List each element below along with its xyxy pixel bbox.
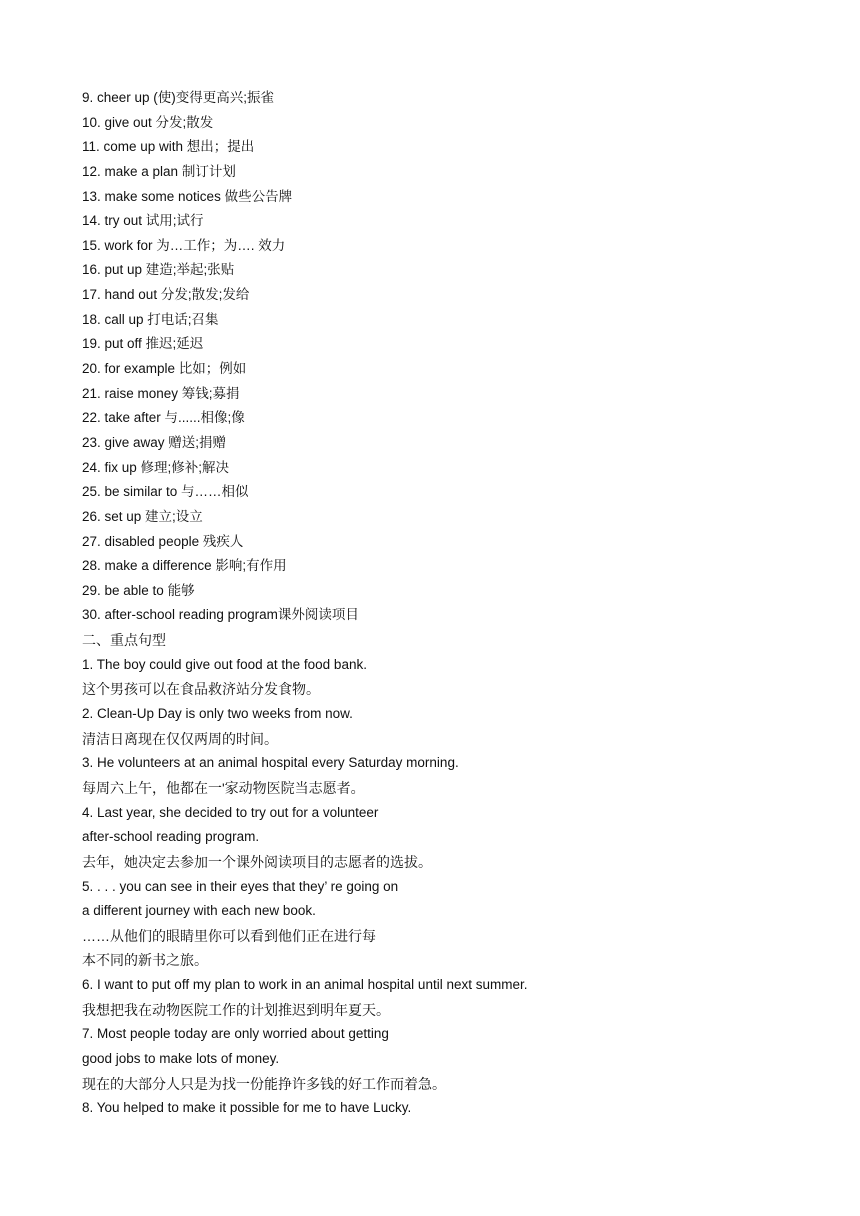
phrase-item: 9. cheer up (使)变得更高兴;振雀 [82,90,275,105]
phrase-item: 23. give away 赠送;捐赠 [82,434,227,450]
sentence-list [82,653,782,1121]
phrase-item: 19. put off 推迟;延迟 [82,336,204,352]
sentence-zh: 去年，她决定去参加一个课外阅读项目的志愿者的选拔。 [82,853,432,870]
sentence-en: 1. The boy could give out food at the food bank. [82,656,367,672]
sentence-en: 5. . . . you can see in their eyes that they’ re going on [82,878,399,894]
sentence-zh: 清洁日离现在仅仅两周的时间。 [82,730,278,747]
sentence-zh: 现在的大部分人只是为找一份能挣许多钱的好工作而着急。 [82,1075,446,1092]
phrase-item: 26. set up 建立;设立 [82,508,203,524]
phrase-item: 10. give out 分发;散发 [82,114,214,130]
phrase-list [82,86,782,628]
sentence-en: 7. Most people today are only worried about getting [82,1026,389,1042]
phrase-item: 11. come up with 想出；提出 [82,139,255,155]
phrase-item: 30. after-school reading program课外阅读项目 [82,607,359,623]
phrase-item: 24. fix up 修理;修补;解决 [82,459,230,475]
document-page [82,86,782,1121]
sentence-en: 4. Last year, she decided to try out for a volunteer [82,804,379,820]
phrase-item: 18. call up 打电话;召集 [82,311,219,327]
sentence-zh: ……从他们的眼睛里你可以看到他们正在进行每 [82,927,376,944]
phrase-item: 22. take after 与......相像;像 [82,410,245,426]
sentence-zh: 我想把我在动物医院工作的计划推迟到明年夏天。 [82,1001,390,1018]
phrase-item: 17. hand out 分发;散发;发给 [82,287,250,303]
sentence-en: good jobs to make lots of money. [82,1050,280,1066]
phrase-item: 29. be able to 能够 [82,582,195,598]
phrase-item: 13. make some notices 做些公告牌 [82,188,293,204]
phrase-item: 12. make a plan 制订计划 [82,163,236,179]
section-heading: 二、重点句型 [82,632,166,649]
sentence-en: 6. I want to put off my plan to work in an animal hospital until next summer. [82,977,528,993]
phrase-item: 15. work for 为…工作；为…. 效力 [82,237,286,253]
phrase-item: 20. for example 比如；例如 [82,361,247,377]
sentence-zh: 本不同的新书之旅。 [82,952,208,969]
phrase-item: 16. put up 建造;举起;张贴 [82,262,235,278]
sentence-en: 8. You helped to make it possible for me to have Lucky. [82,1100,412,1116]
phrase-item: 27. disabled people 残疾人 [82,533,244,549]
phrase-item: 14. try out 试用;试行 [82,213,204,229]
sentence-zh: 每周六上午，他都在一'家动物医院当志愿者。 [82,779,365,796]
sentence-en: 3. He volunteers at an animal hospital every Saturday morning. [82,755,459,771]
sentence-en: 2. Clean-Up Day is only two weeks from now. [82,706,353,722]
phrase-item: 25. be similar to 与……相似 [82,484,249,500]
sentence-en: after-school reading program. [82,829,260,845]
phrase-item: 21. raise money 筹钱;募捐 [82,385,240,401]
phrase-item: 28. make a difference 影响;有作用 [82,558,287,574]
sentence-zh: 这个男孩可以在食品救济站分发食物。 [82,681,320,698]
sentence-en: a different journey with each new book. [82,903,316,919]
